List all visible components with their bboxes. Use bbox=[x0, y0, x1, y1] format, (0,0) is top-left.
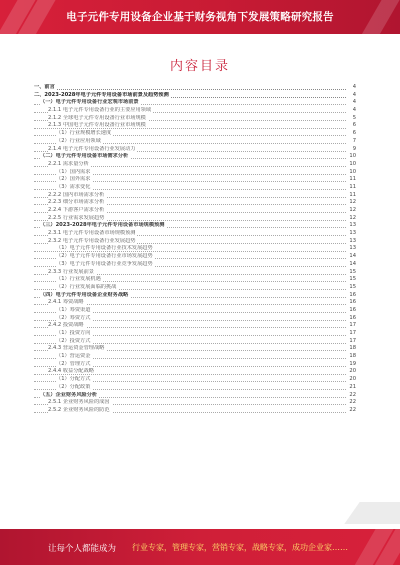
toc-entry[interactable] bbox=[34, 299, 356, 307]
toc-entry-title: 2.1.2 全球电子元件专用设备行业市场规模 bbox=[48, 114, 146, 121]
toc-entry-page: 16 bbox=[349, 306, 356, 313]
toc-entry[interactable] bbox=[34, 122, 356, 130]
toc-entry-page: 11 bbox=[349, 191, 356, 198]
toc-entry-page: 15 bbox=[349, 283, 356, 290]
toc-entry-title: 2.5.2 企业财务风险的防范 bbox=[48, 406, 110, 413]
toc-entry[interactable] bbox=[34, 184, 356, 192]
toc-entry[interactable] bbox=[34, 368, 356, 376]
toc-entry-title: （3）需求变化 bbox=[56, 183, 91, 190]
toc-entry-page: 6 bbox=[352, 122, 356, 129]
toc-entry[interactable] bbox=[34, 169, 356, 177]
toc-entry[interactable] bbox=[34, 199, 356, 207]
toc-entry-title: （2）投资方式 bbox=[56, 337, 91, 344]
toc-entry-page: 22 bbox=[349, 391, 356, 398]
toc-entry-page: 20 bbox=[349, 376, 356, 383]
toc-entry[interactable] bbox=[34, 261, 356, 269]
toc-entry-title: 2.1.1 电子元件专用设备行业的主要应用领域 bbox=[48, 107, 152, 114]
toc-entry-title: 2.4.2 投资战略 bbox=[48, 322, 84, 329]
toc-entry[interactable] bbox=[34, 192, 356, 200]
toc-entry-title: 2.4.3 营运资金管理战略 bbox=[48, 345, 105, 352]
toc-entry-page: 18 bbox=[349, 353, 356, 360]
toc-entry-page: 21 bbox=[349, 383, 356, 390]
toc-entry-page: 13 bbox=[349, 230, 356, 237]
toc-entry-title: （2）电子元件专用设备行业市场发展趋势 bbox=[56, 253, 153, 260]
toc-entry-page: 18 bbox=[349, 345, 356, 352]
toc-entry[interactable] bbox=[34, 99, 356, 107]
toc-entry-title: 2.5.1 企业财务风险的成因 bbox=[48, 399, 110, 406]
toc-entry[interactable] bbox=[34, 245, 356, 253]
toc-entry-page: 12 bbox=[349, 214, 356, 221]
toc-entry[interactable] bbox=[34, 292, 356, 300]
toc-entry-title: 2.2.1 需求量分析 bbox=[48, 160, 89, 167]
toc-entry-title: 2.3.2 电子元件专用设备行业发展趋势 bbox=[48, 237, 136, 244]
toc-entry-page: 6 bbox=[352, 130, 356, 137]
toc-entry[interactable] bbox=[34, 238, 356, 246]
toc-entry-title: （三）2023-2028年电子元件专用设备市场规模预测 bbox=[40, 222, 165, 229]
toc-entry-page: 16 bbox=[349, 314, 356, 321]
toc-entry-title: 一、前言 bbox=[34, 84, 55, 90]
toc-entry-page: 10 bbox=[349, 168, 356, 175]
toc-entry-page: 11 bbox=[349, 183, 356, 190]
table-of-contents bbox=[34, 84, 356, 415]
toc-entry-title: （2）行业应用领域 bbox=[56, 137, 101, 144]
toc-entry-title: 2.3.1 电子元件专用设备市场规模预测 bbox=[48, 230, 136, 237]
toc-entry[interactable] bbox=[34, 276, 356, 284]
toc-entry-title: 2.2.2 国内市场需求分析 bbox=[48, 191, 105, 198]
toc-entry-title: 2.4.4 收益分配战略 bbox=[48, 368, 94, 375]
toc-entry[interactable] bbox=[34, 92, 356, 100]
toc-entry-page: 12 bbox=[349, 207, 356, 213]
toc-entry-page: 13 bbox=[349, 237, 356, 244]
toc-entry-title: （二）电子元件专用设备市场需求分析 bbox=[40, 153, 129, 160]
toc-entry-page: 12 bbox=[349, 199, 356, 206]
toc-entry-page: 11 bbox=[349, 176, 356, 183]
toc-entry-page: 16 bbox=[349, 291, 356, 298]
toc-entry-page: 4 bbox=[352, 99, 356, 106]
toc-entry-title: （四）电子元件专用设备企业财务战略 bbox=[40, 291, 129, 298]
toc-entry[interactable] bbox=[34, 253, 356, 261]
dot-leader bbox=[34, 89, 346, 90]
toc-entry[interactable] bbox=[34, 146, 356, 154]
footer-tagline: 行业专家，管理专家，营销专家，战略专家，成功企业家…… bbox=[132, 543, 348, 552]
toc-entry-page: 20 bbox=[349, 368, 356, 375]
toc-entry[interactable] bbox=[34, 222, 356, 230]
toc-entry[interactable] bbox=[34, 315, 356, 323]
toc-entry-title: 二、2023-2028年电子元件专用设备市场前景及趋势预测 bbox=[34, 91, 169, 98]
toc-entry[interactable] bbox=[34, 115, 356, 123]
toc-heading: 内容目录 bbox=[169, 59, 230, 74]
toc-entry-title: （2）行业发展面临的挑战 bbox=[56, 283, 117, 290]
toc-entry-title: （2）筹资方式 bbox=[56, 314, 91, 321]
toc-entry-page: 4 bbox=[352, 91, 356, 98]
toc-entry-page: 7 bbox=[352, 137, 356, 144]
toc-entry[interactable] bbox=[34, 176, 356, 184]
toc-entry-title: （1）国内需求 bbox=[56, 168, 91, 175]
toc-entry-title: 2.2.5 行业需求发展趋势 bbox=[48, 214, 105, 221]
toc-entry[interactable] bbox=[34, 345, 356, 353]
toc-entry[interactable] bbox=[34, 353, 356, 361]
toc-entry-title: （1）营运资金 bbox=[56, 353, 91, 360]
toc-entry[interactable] bbox=[34, 338, 356, 346]
toc-entry[interactable] bbox=[34, 207, 356, 215]
toc-entry-page: 22 bbox=[349, 406, 356, 413]
footer-slogan: 让每个人都能成为 bbox=[48, 544, 117, 554]
toc-entry-page: 13 bbox=[349, 245, 356, 252]
toc-entry[interactable] bbox=[34, 215, 356, 223]
toc-entry[interactable] bbox=[34, 307, 356, 315]
toc-entry-page: 16 bbox=[349, 299, 356, 306]
toc-entry[interactable] bbox=[34, 392, 356, 400]
toc-entry-title: 2.3.3 行业发展前景 bbox=[48, 268, 94, 275]
toc-entry-page: 14 bbox=[349, 253, 356, 260]
toc-entry-page: 15 bbox=[349, 276, 356, 283]
toc-entry[interactable] bbox=[34, 361, 356, 369]
toc-entry-page: 10 bbox=[349, 153, 356, 160]
toc-entry-page: 17 bbox=[349, 322, 356, 329]
header-band bbox=[0, 0, 400, 34]
toc-entry-page: 17 bbox=[349, 330, 356, 336]
toc-entry-title: （1）行业规模增长速度 bbox=[56, 130, 112, 137]
toc-entry[interactable] bbox=[34, 230, 356, 238]
toc-entry-page: 15 bbox=[349, 268, 356, 275]
toc-entry[interactable] bbox=[34, 330, 356, 338]
toc-entry-page: 14 bbox=[349, 260, 356, 267]
document-title: 电子元件专用设备企业基于财务视角下发展策略研究报告 bbox=[66, 11, 334, 23]
toc-entry[interactable] bbox=[34, 84, 356, 92]
toc-entry-title: （一）电子元件专用设备行业宏观市场前景 bbox=[40, 99, 139, 106]
footer-band bbox=[0, 529, 400, 565]
toc-entry-title: （1）筹资渠道 bbox=[56, 306, 91, 313]
toc-entry[interactable] bbox=[34, 399, 356, 407]
toc-entry-title: （1）分配方式 bbox=[56, 376, 91, 383]
toc-entry-title: （2）国外需求 bbox=[56, 176, 91, 183]
toc-entry[interactable] bbox=[34, 161, 356, 169]
toc-entry-page: 4 bbox=[352, 107, 356, 114]
toc-entry-title: 2.1.4 电子元件专用设备行业发展动力 bbox=[48, 145, 136, 152]
toc-entry-title: 2.2.3 细分市场需求分析 bbox=[48, 199, 105, 206]
toc-entry-title: （1）行业发展机遇 bbox=[56, 276, 101, 283]
toc-entry-title: （2）分配政策 bbox=[56, 383, 91, 390]
toc-entry[interactable] bbox=[34, 153, 356, 161]
toc-entry-page: 17 bbox=[349, 337, 356, 344]
toc-entry-page: 4 bbox=[352, 84, 356, 90]
toc-entry-title: 2.2.4 下游客户需求分析 bbox=[48, 207, 105, 213]
toc-entry[interactable] bbox=[34, 107, 356, 115]
toc-entry-page: 22 bbox=[349, 399, 356, 406]
corner-decoration bbox=[344, 502, 400, 524]
toc-entry-page: 9 bbox=[352, 145, 356, 152]
toc-entry[interactable] bbox=[34, 322, 356, 330]
toc-entry-page: 13 bbox=[349, 222, 356, 229]
toc-entry[interactable] bbox=[34, 138, 356, 146]
toc-entry-title: 2.1.3 中国电子元件专用设备行业市场规模 bbox=[48, 122, 146, 129]
toc-entry-title: （3）电子元件专用设备行业竞争发展趋势 bbox=[56, 260, 153, 267]
toc-entry[interactable] bbox=[34, 376, 356, 384]
toc-entry[interactable] bbox=[34, 384, 356, 392]
toc-entry-page: 19 bbox=[349, 360, 356, 367]
toc-entry-page: 10 bbox=[349, 160, 356, 167]
toc-entry-title: 2.4.1 筹资战略 bbox=[48, 299, 84, 306]
toc-entry-title: （五）企业财务风险分析 bbox=[40, 391, 98, 398]
toc-entry-title: （1）投资方向 bbox=[56, 330, 91, 336]
toc-entry[interactable] bbox=[34, 407, 356, 415]
toc-entry[interactable] bbox=[34, 269, 356, 277]
toc-entry-page: 5 bbox=[352, 114, 356, 121]
toc-entry-title: （2）管理方式 bbox=[56, 360, 91, 367]
toc-entry[interactable] bbox=[34, 130, 356, 138]
toc-entry-title: （1）电子元件专用设备行业技术发展趋势 bbox=[56, 245, 153, 252]
toc-entry[interactable] bbox=[34, 284, 356, 292]
